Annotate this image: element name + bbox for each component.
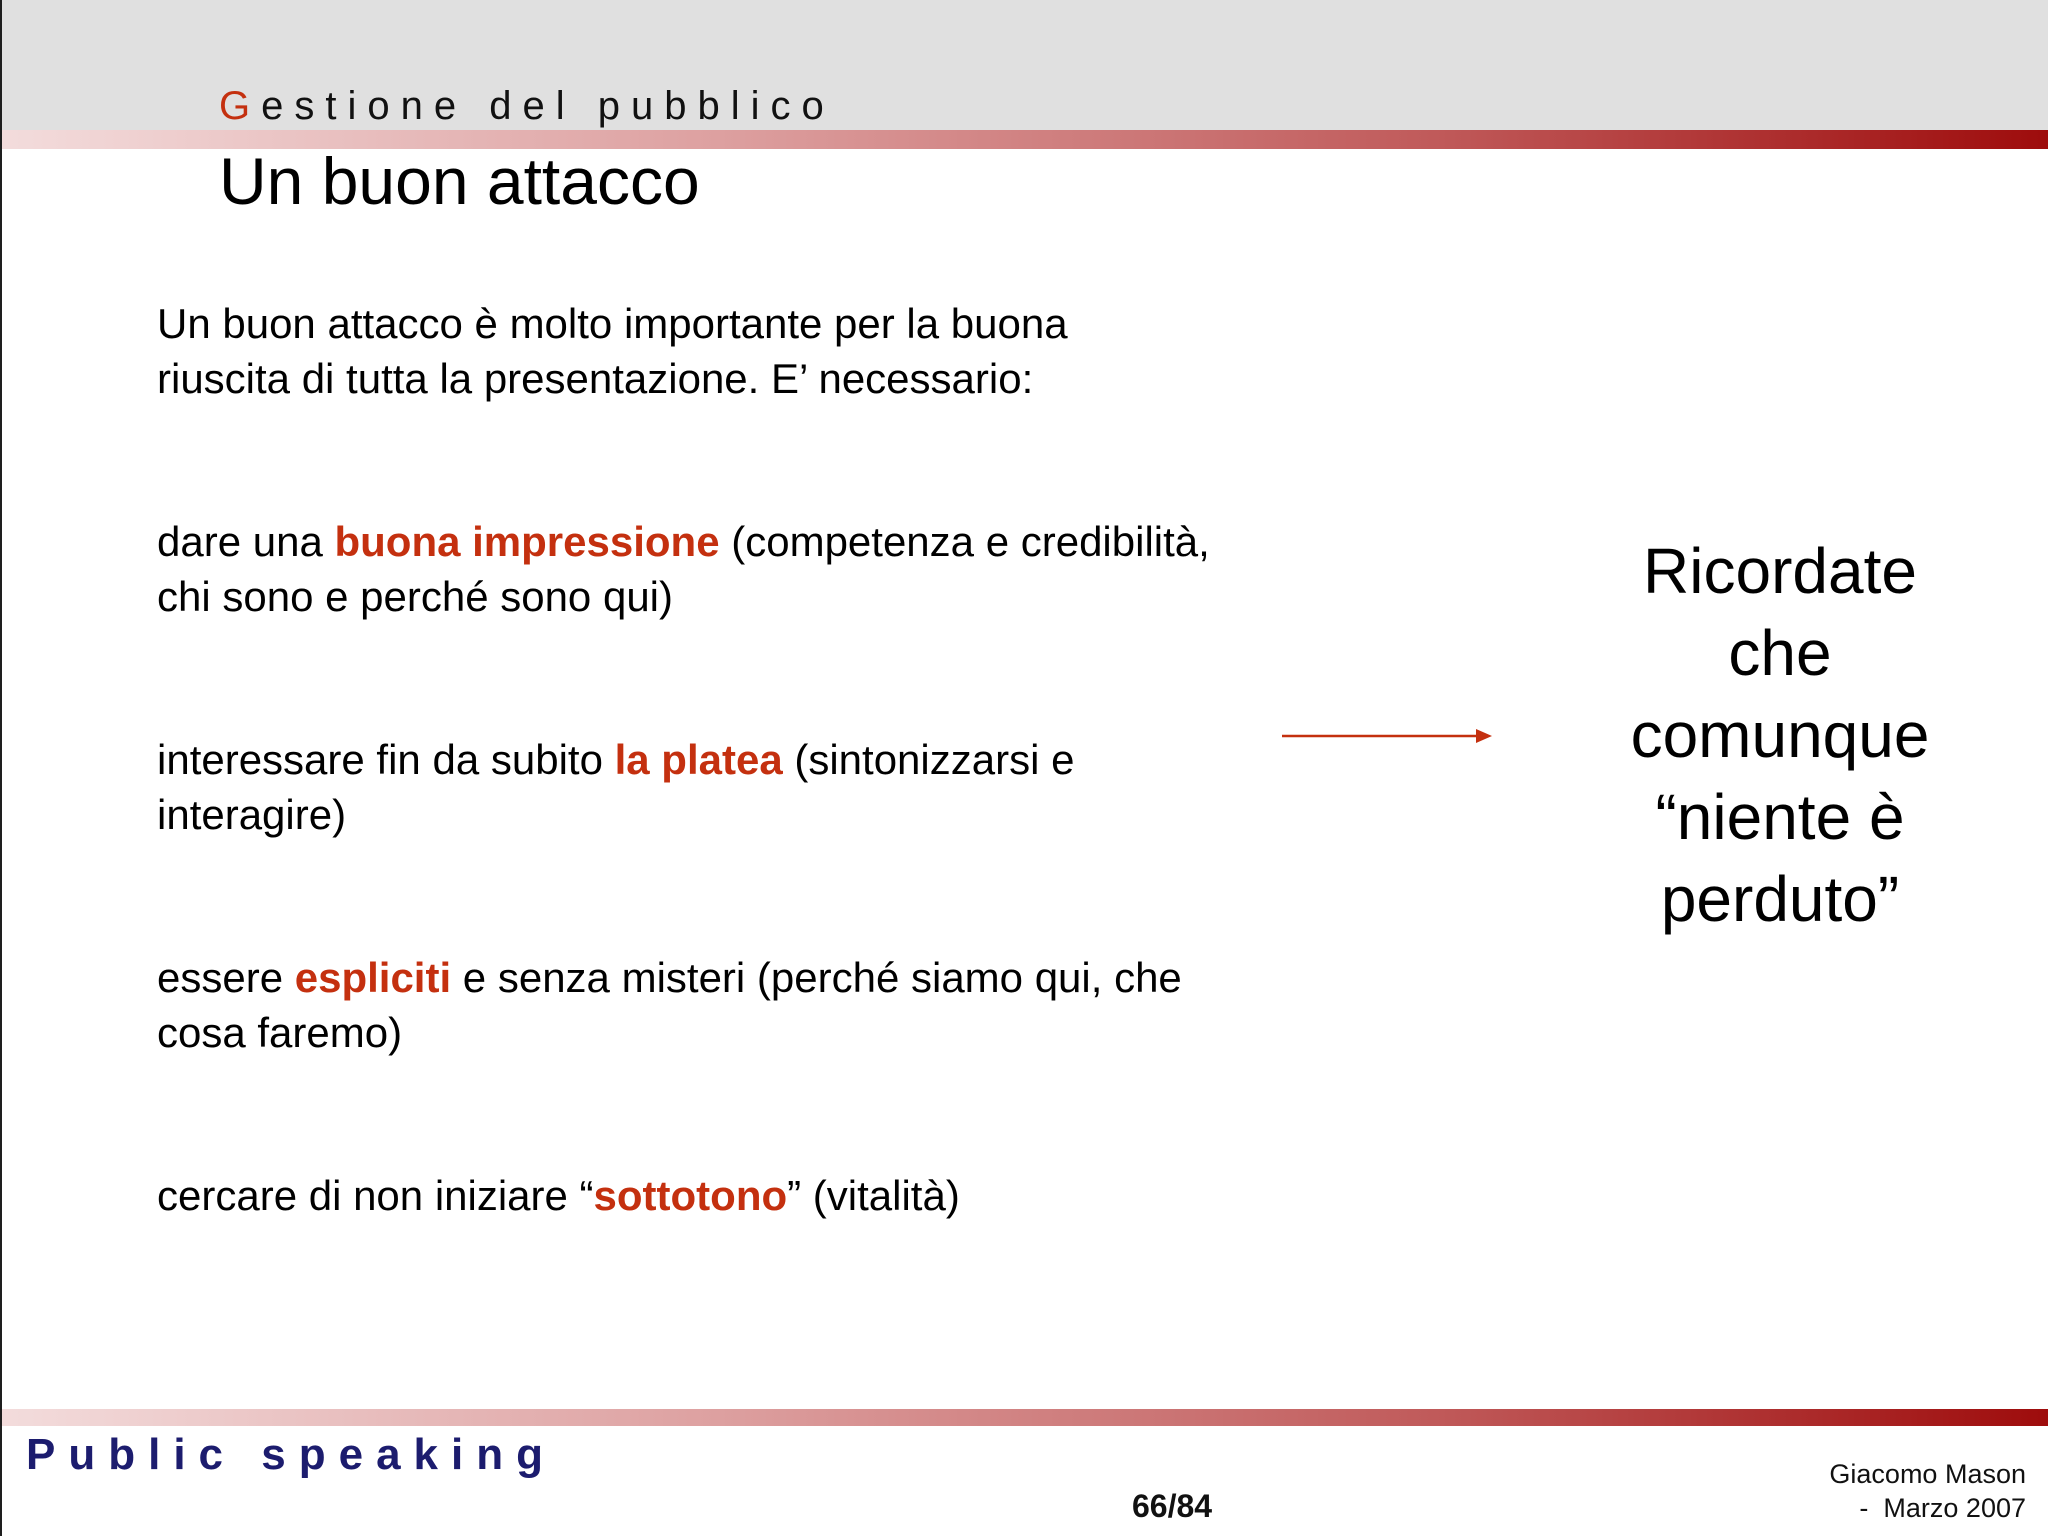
bullet-highlight: sottotono bbox=[593, 1172, 788, 1219]
section-title bbox=[219, 84, 835, 129]
bullet-highlight: la platea bbox=[614, 736, 783, 783]
bullet-text: ” (vitalità) bbox=[787, 1172, 960, 1219]
bullet-item bbox=[157, 732, 1257, 842]
bullet-item bbox=[157, 1168, 1257, 1223]
bullet-text: dare una bbox=[157, 518, 335, 565]
bullet-text: interessare fin da subito bbox=[157, 736, 615, 783]
bullet-item bbox=[157, 950, 1257, 1060]
bullet-text: cercare di non iniziare “ bbox=[157, 1172, 594, 1219]
bullet-text: essere bbox=[157, 954, 295, 1001]
presentation-date: - Marzo 2007 bbox=[1859, 1493, 2026, 1523]
author-info bbox=[1829, 1457, 2026, 1525]
slide-left-border bbox=[0, 0, 2, 1536]
callout-line: Ricordate bbox=[1643, 535, 1917, 607]
section-title-initial: G bbox=[219, 84, 262, 128]
bullet-text: (competenza e credibilità, chi sono e perché sono qui) bbox=[157, 518, 1210, 620]
callout-line: perduto” bbox=[1660, 863, 1900, 935]
intro-paragraph: Un buon attacco è molto importante per la buona riuscita di tutta la presentazione. E’ necessario: bbox=[157, 300, 1068, 402]
author-name: Giacomo Mason bbox=[1829, 1459, 2026, 1489]
bullet-highlight: espliciti bbox=[294, 954, 452, 1001]
bullet-text: e senza misteri (perché siamo qui, che cosa faremo) bbox=[157, 954, 1182, 1056]
callout-note bbox=[1570, 530, 1990, 940]
callout-line: comunque bbox=[1630, 699, 1930, 771]
footer-gradient-bar bbox=[2, 1409, 2048, 1426]
section-title-rest: estione del pubblico bbox=[261, 84, 835, 128]
bullet-highlight: buona impressione bbox=[334, 518, 720, 565]
bullet-text: (sintonizzarsi e interagire) bbox=[157, 736, 1075, 838]
slide-title: Un buon attacco bbox=[219, 144, 700, 218]
arrow-right-icon bbox=[1282, 726, 1492, 746]
page-number: 66/84 bbox=[1132, 1488, 1213, 1524]
callout-line: che bbox=[1728, 617, 1832, 689]
footer-title: Public speaking bbox=[26, 1430, 556, 1479]
callout-line: “niente è bbox=[1655, 781, 1905, 853]
bullet-item bbox=[157, 514, 1257, 624]
